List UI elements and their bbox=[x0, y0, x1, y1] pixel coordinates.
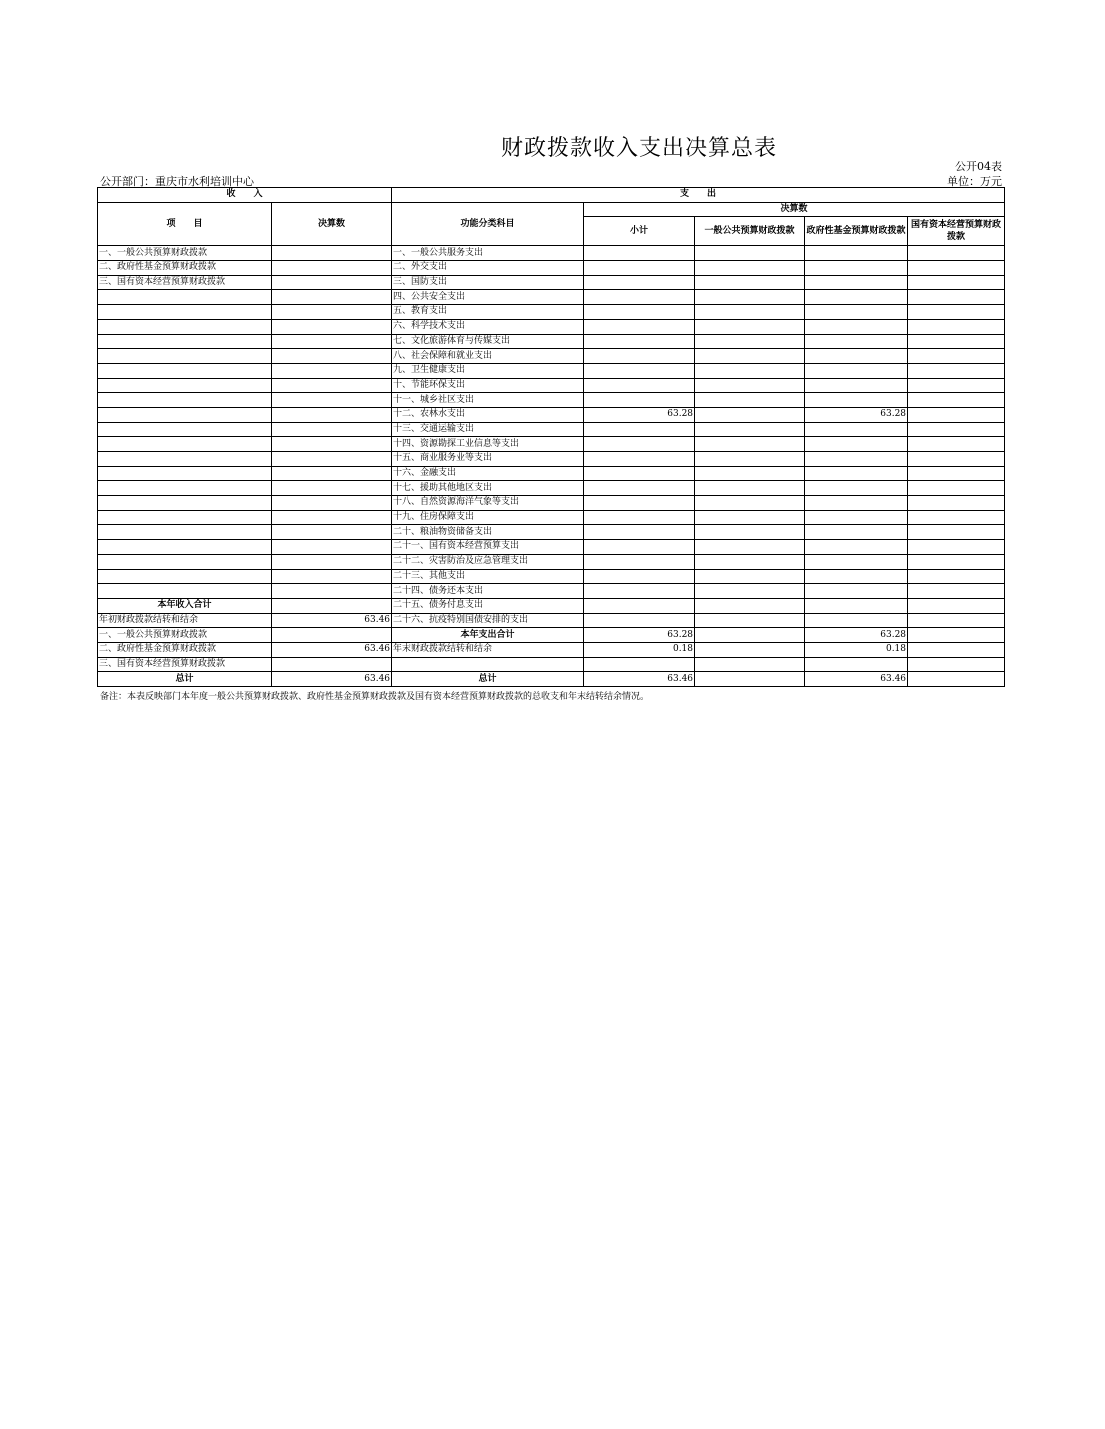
subtotal-cell: 0.18 bbox=[584, 642, 695, 657]
general-budget-cell bbox=[695, 393, 805, 408]
general-budget-cell bbox=[695, 525, 805, 540]
general-budget-cell bbox=[695, 452, 805, 467]
gov-fund-cell: 63.28 bbox=[805, 628, 908, 643]
gov-fund-cell bbox=[805, 466, 908, 481]
general-budget-cell bbox=[695, 334, 805, 349]
table-row bbox=[98, 672, 1005, 687]
general-budget-cell bbox=[695, 437, 805, 452]
category-cell: 七、文化旅游体育与传媒支出 bbox=[392, 334, 584, 349]
subtotal-cell bbox=[584, 334, 695, 349]
general-budget-cell bbox=[695, 642, 805, 657]
expense-header: 支 出 bbox=[392, 188, 1005, 203]
general-budget-cell bbox=[695, 246, 805, 261]
state-capital-cell bbox=[908, 290, 1005, 305]
general-budget-cell bbox=[695, 584, 805, 599]
income-item-cell bbox=[98, 510, 272, 525]
table-row bbox=[98, 349, 1005, 364]
category-cell bbox=[392, 657, 584, 672]
income-item-cell bbox=[98, 407, 272, 422]
subtotal-cell bbox=[584, 305, 695, 320]
income-item-cell: 本年收入合计 bbox=[98, 598, 272, 613]
table-row bbox=[98, 393, 1005, 408]
category-cell: 十五、商业服务业等支出 bbox=[392, 452, 584, 467]
subtotal-cell bbox=[584, 319, 695, 334]
state-capital-cell bbox=[908, 363, 1005, 378]
state-capital-header: 国有资本经营预算财政拨款 bbox=[908, 217, 1005, 246]
gov-fund-cell bbox=[805, 525, 908, 540]
footnote: 备注：本表反映部门本年度一般公共预算财政拨款、政府性基金预算财政拨款及国有资本经营预算财政拨款的总收支和年末结转结余情况。 bbox=[100, 692, 650, 702]
gov-fund-cell bbox=[805, 334, 908, 349]
subtotal-cell bbox=[584, 363, 695, 378]
state-capital-cell bbox=[908, 334, 1005, 349]
income-amount-cell bbox=[272, 598, 392, 613]
category-cell: 二十四、债务还本支出 bbox=[392, 584, 584, 599]
table-row bbox=[98, 613, 1005, 628]
income-amount-cell bbox=[272, 510, 392, 525]
income-amount-cell bbox=[272, 261, 392, 276]
gov-fund-cell bbox=[805, 319, 908, 334]
gov-fund-cell bbox=[805, 290, 908, 305]
category-cell: 十八、自然资源海洋气象等支出 bbox=[392, 496, 584, 511]
state-capital-cell bbox=[908, 481, 1005, 496]
income-amount-cell bbox=[272, 334, 392, 349]
general-budget-cell bbox=[695, 510, 805, 525]
income-amount-cell: 63.46 bbox=[272, 613, 392, 628]
income-amount-cell: 63.46 bbox=[272, 642, 392, 657]
state-capital-cell bbox=[908, 525, 1005, 540]
income-amount-cell bbox=[272, 540, 392, 555]
income-item-cell: 总计 bbox=[98, 672, 272, 687]
income-item-cell bbox=[98, 569, 272, 584]
state-capital-cell bbox=[908, 407, 1005, 422]
subtotal-cell bbox=[584, 613, 695, 628]
table-row bbox=[98, 481, 1005, 496]
financial-table bbox=[97, 187, 1005, 687]
gov-fund-cell bbox=[805, 584, 908, 599]
table-row bbox=[98, 628, 1005, 643]
category-cell: 六、科学技术支出 bbox=[392, 319, 584, 334]
income-item-cell bbox=[98, 290, 272, 305]
general-budget-cell bbox=[695, 628, 805, 643]
income-item-cell: 二、政府性基金预算财政拨款 bbox=[98, 261, 272, 276]
category-cell: 五、教育支出 bbox=[392, 305, 584, 320]
subtotal-cell bbox=[584, 275, 695, 290]
income-item-cell bbox=[98, 481, 272, 496]
table-row bbox=[98, 378, 1005, 393]
table-number: 公开04表 bbox=[955, 160, 1002, 173]
table-row bbox=[98, 334, 1005, 349]
income-amount-cell bbox=[272, 319, 392, 334]
table-row bbox=[98, 569, 1005, 584]
general-budget-cell bbox=[695, 363, 805, 378]
category-cell: 十四、资源勘探工业信息等支出 bbox=[392, 437, 584, 452]
gov-fund-cell bbox=[805, 510, 908, 525]
state-capital-cell bbox=[908, 672, 1005, 687]
category-cell: 二十二、灾害防治及应急管理支出 bbox=[392, 554, 584, 569]
general-budget-cell bbox=[695, 554, 805, 569]
general-budget-cell bbox=[695, 657, 805, 672]
gov-fund-cell bbox=[805, 363, 908, 378]
income-amount-cell bbox=[272, 305, 392, 320]
state-capital-cell bbox=[908, 628, 1005, 643]
table-row bbox=[98, 657, 1005, 672]
subtotal-cell bbox=[584, 657, 695, 672]
income-item-cell bbox=[98, 349, 272, 364]
general-budget-cell bbox=[695, 672, 805, 687]
subtotal-cell: 63.28 bbox=[584, 628, 695, 643]
table-row bbox=[98, 584, 1005, 599]
income-item-cell bbox=[98, 393, 272, 408]
table-row bbox=[98, 540, 1005, 555]
subtotal-cell bbox=[584, 290, 695, 305]
income-amount-cell bbox=[272, 525, 392, 540]
subtotal-cell bbox=[584, 569, 695, 584]
category-cell: 十、节能环保支出 bbox=[392, 378, 584, 393]
general-budget-cell bbox=[695, 422, 805, 437]
subtotal-cell bbox=[584, 554, 695, 569]
general-budget-cell bbox=[695, 261, 805, 276]
category-cell: 十六、金融支出 bbox=[392, 466, 584, 481]
gov-fund-cell: 0.18 bbox=[805, 642, 908, 657]
subtotal-cell bbox=[584, 437, 695, 452]
income-item-cell bbox=[98, 496, 272, 511]
category-cell: 十七、援助其他地区支出 bbox=[392, 481, 584, 496]
gov-fund-cell bbox=[805, 452, 908, 467]
income-amount-cell bbox=[272, 246, 392, 261]
state-capital-cell bbox=[908, 452, 1005, 467]
subtotal-cell: 63.46 bbox=[584, 672, 695, 687]
general-budget-cell bbox=[695, 290, 805, 305]
state-capital-cell bbox=[908, 275, 1005, 290]
income-item-cell bbox=[98, 452, 272, 467]
income-amount-cell bbox=[272, 422, 392, 437]
category-cell: 二、外交支出 bbox=[392, 261, 584, 276]
income-amount-cell bbox=[272, 349, 392, 364]
subtotal-cell bbox=[584, 584, 695, 599]
category-cell: 四、公共安全支出 bbox=[392, 290, 584, 305]
income-item-cell: 三、国有资本经营预算财政拨款 bbox=[98, 657, 272, 672]
subtotal-cell bbox=[584, 349, 695, 364]
category-cell: 八、社会保障和就业支出 bbox=[392, 349, 584, 364]
table-row bbox=[98, 437, 1005, 452]
gov-fund-cell bbox=[805, 481, 908, 496]
table-row bbox=[98, 305, 1005, 320]
income-item-cell: 一、一般公共预算财政拨款 bbox=[98, 246, 272, 261]
state-capital-cell bbox=[908, 657, 1005, 672]
subtotal-cell bbox=[584, 393, 695, 408]
gov-fund-cell bbox=[805, 305, 908, 320]
subtotal-cell bbox=[584, 598, 695, 613]
income-item-cell: 二、政府性基金预算财政拨款 bbox=[98, 642, 272, 657]
income-item-cell bbox=[98, 584, 272, 599]
income-amount-cell bbox=[272, 569, 392, 584]
state-capital-cell bbox=[908, 540, 1005, 555]
table-row bbox=[98, 496, 1005, 511]
general-budget-cell bbox=[695, 481, 805, 496]
state-capital-cell bbox=[908, 349, 1005, 364]
table-row bbox=[98, 407, 1005, 422]
gov-fund-cell bbox=[805, 275, 908, 290]
category-cell: 年末财政拨款结转和结余 bbox=[392, 642, 584, 657]
state-capital-cell bbox=[908, 437, 1005, 452]
gov-fund-cell bbox=[805, 422, 908, 437]
category-cell: 二十五、债务付息支出 bbox=[392, 598, 584, 613]
subtotal-cell bbox=[584, 481, 695, 496]
category-cell: 九、卫生健康支出 bbox=[392, 363, 584, 378]
income-amount-cell bbox=[272, 363, 392, 378]
subtotal-cell bbox=[584, 496, 695, 511]
subtotal-cell bbox=[584, 261, 695, 276]
table-row bbox=[98, 422, 1005, 437]
category-cell: 二十一、国有资本经营预算支出 bbox=[392, 540, 584, 555]
category-cell: 二十六、抗疫特别国债安排的支出 bbox=[392, 613, 584, 628]
gov-fund-cell bbox=[805, 598, 908, 613]
category-header: 功能分类科目 bbox=[392, 202, 584, 246]
general-budget-cell bbox=[695, 598, 805, 613]
gov-fund-cell bbox=[805, 437, 908, 452]
table-row bbox=[98, 363, 1005, 378]
income-item-cell bbox=[98, 363, 272, 378]
state-capital-cell bbox=[908, 393, 1005, 408]
subtotal-cell bbox=[584, 466, 695, 481]
table-row bbox=[98, 598, 1005, 613]
table-row bbox=[98, 554, 1005, 569]
table-row bbox=[98, 246, 1005, 261]
gov-fund-cell bbox=[805, 378, 908, 393]
income-item-cell: 三、国有资本经营预算财政拨款 bbox=[98, 275, 272, 290]
income-item-cell bbox=[98, 378, 272, 393]
state-capital-cell bbox=[908, 510, 1005, 525]
state-capital-cell bbox=[908, 554, 1005, 569]
category-cell: 本年支出合计 bbox=[392, 628, 584, 643]
general-budget-cell bbox=[695, 407, 805, 422]
subtotal-cell bbox=[584, 452, 695, 467]
gov-fund-cell bbox=[805, 569, 908, 584]
gov-fund-cell bbox=[805, 657, 908, 672]
subtotal-header: 小计 bbox=[584, 217, 695, 246]
income-amount-cell bbox=[272, 554, 392, 569]
item-header: 项 目 bbox=[98, 202, 272, 246]
income-item-cell: 一、一般公共预算财政拨款 bbox=[98, 628, 272, 643]
income-amount-cell bbox=[272, 496, 392, 511]
category-cell: 一、一般公共服务支出 bbox=[392, 246, 584, 261]
state-capital-cell bbox=[908, 584, 1005, 599]
income-amount-cell: 63.46 bbox=[272, 672, 392, 687]
income-amount-cell bbox=[272, 657, 392, 672]
table-row bbox=[98, 319, 1005, 334]
state-capital-cell bbox=[908, 305, 1005, 320]
table-row bbox=[98, 525, 1005, 540]
category-cell: 二十、粮油物资储备支出 bbox=[392, 525, 584, 540]
general-budget-cell bbox=[695, 540, 805, 555]
gov-fund-cell: 63.28 bbox=[805, 407, 908, 422]
gov-fund-cell bbox=[805, 496, 908, 511]
report-title: 财政拨款收入支出决算总表 bbox=[500, 136, 777, 161]
gov-fund-cell bbox=[805, 554, 908, 569]
table-row bbox=[98, 452, 1005, 467]
state-capital-cell bbox=[908, 598, 1005, 613]
gov-fund-cell bbox=[805, 393, 908, 408]
category-cell: 总计 bbox=[392, 672, 584, 687]
general-budget-cell bbox=[695, 613, 805, 628]
department-label: 公开部门：重庆市水利培训中心 bbox=[100, 175, 254, 188]
income-item-cell bbox=[98, 554, 272, 569]
final-amount-header: 决算数 bbox=[584, 202, 1005, 217]
state-capital-cell bbox=[908, 261, 1005, 276]
income-amount-cell bbox=[272, 584, 392, 599]
income-amount-cell bbox=[272, 466, 392, 481]
state-capital-cell bbox=[908, 378, 1005, 393]
state-capital-cell bbox=[908, 466, 1005, 481]
general-budget-cell bbox=[695, 569, 805, 584]
gov-fund-cell bbox=[805, 349, 908, 364]
gov-fund-cell bbox=[805, 613, 908, 628]
income-header: 收 入 bbox=[98, 188, 392, 203]
category-cell: 十一、城乡社区支出 bbox=[392, 393, 584, 408]
income-amount-cell bbox=[272, 275, 392, 290]
category-cell: 十九、住房保障支出 bbox=[392, 510, 584, 525]
income-amount-cell bbox=[272, 290, 392, 305]
state-capital-cell bbox=[908, 496, 1005, 511]
income-item-cell bbox=[98, 540, 272, 555]
table-row bbox=[98, 466, 1005, 481]
income-item-cell bbox=[98, 422, 272, 437]
income-item-cell bbox=[98, 525, 272, 540]
income-amount-cell bbox=[272, 378, 392, 393]
income-item-cell bbox=[98, 305, 272, 320]
general-budget-cell bbox=[695, 319, 805, 334]
amount-header: 决算数 bbox=[272, 202, 392, 246]
state-capital-cell bbox=[908, 246, 1005, 261]
state-capital-cell bbox=[908, 319, 1005, 334]
subtotal-cell bbox=[584, 525, 695, 540]
general-budget-cell bbox=[695, 496, 805, 511]
state-capital-cell bbox=[908, 642, 1005, 657]
subtotal-cell bbox=[584, 378, 695, 393]
income-amount-cell bbox=[272, 452, 392, 467]
gov-fund-header: 政府性基金预算财政拨款 bbox=[805, 217, 908, 246]
income-item-cell bbox=[98, 319, 272, 334]
table-row bbox=[98, 275, 1005, 290]
subtotal-cell: 63.28 bbox=[584, 407, 695, 422]
general-budget-cell bbox=[695, 466, 805, 481]
gov-fund-cell bbox=[805, 261, 908, 276]
unit-label: 单位：万元 bbox=[947, 175, 1002, 188]
income-item-cell bbox=[98, 437, 272, 452]
gov-fund-cell: 63.46 bbox=[805, 672, 908, 687]
gov-fund-cell bbox=[805, 246, 908, 261]
subtotal-cell bbox=[584, 246, 695, 261]
subtotal-cell bbox=[584, 540, 695, 555]
general-budget-cell bbox=[695, 305, 805, 320]
state-capital-cell bbox=[908, 613, 1005, 628]
general-budget-header: 一般公共预算财政拨款 bbox=[695, 217, 805, 246]
table-row bbox=[98, 261, 1005, 276]
state-capital-cell bbox=[908, 422, 1005, 437]
category-cell: 三、国防支出 bbox=[392, 275, 584, 290]
table-row bbox=[98, 290, 1005, 305]
subtotal-cell bbox=[584, 422, 695, 437]
general-budget-cell bbox=[695, 349, 805, 364]
income-item-cell bbox=[98, 466, 272, 481]
general-budget-cell bbox=[695, 275, 805, 290]
income-amount-cell bbox=[272, 437, 392, 452]
category-cell: 十二、农林水支出 bbox=[392, 407, 584, 422]
income-item-cell bbox=[98, 334, 272, 349]
subtotal-cell bbox=[584, 510, 695, 525]
income-amount-cell bbox=[272, 481, 392, 496]
table-row bbox=[98, 642, 1005, 657]
income-amount-cell bbox=[272, 407, 392, 422]
state-capital-cell bbox=[908, 569, 1005, 584]
general-budget-cell bbox=[695, 378, 805, 393]
income-amount-cell bbox=[272, 393, 392, 408]
category-cell: 十三、交通运输支出 bbox=[392, 422, 584, 437]
category-cell: 二十三、其他支出 bbox=[392, 569, 584, 584]
income-amount-cell bbox=[272, 628, 392, 643]
gov-fund-cell bbox=[805, 540, 908, 555]
table-row bbox=[98, 510, 1005, 525]
income-item-cell: 年初财政拨款结转和结余 bbox=[98, 613, 272, 628]
